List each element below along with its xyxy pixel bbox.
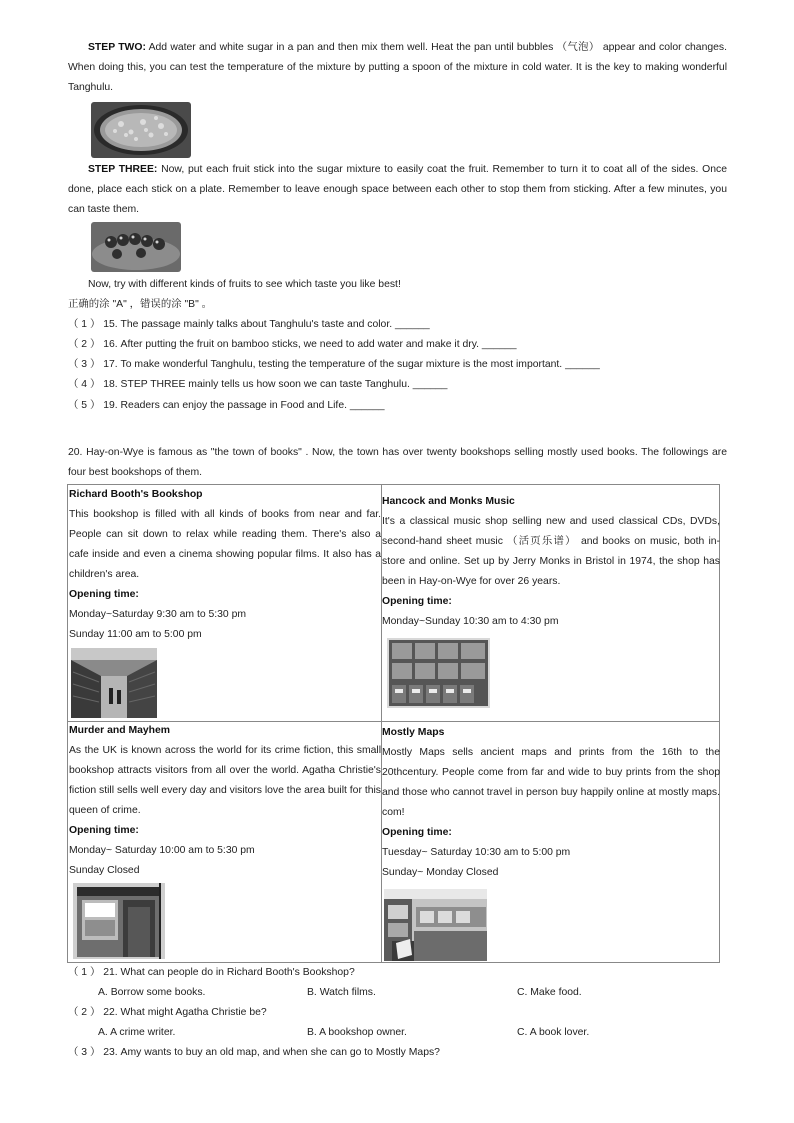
tf-question-19: （ 5 ） 19. Readers can enjoy the passage in Food and Life. ______: [68, 400, 385, 411]
richard-booth-photo: [71, 648, 157, 718]
hancock-monks-hours: Monday~Sunday 10:30 am to 4:30 pm: [382, 616, 559, 627]
step-three-paragraph: [68, 160, 727, 220]
cell-hancock-monks: [382, 492, 720, 632]
syrup-pan-photo: [91, 102, 191, 158]
cell-murder-mayhem: [69, 721, 381, 881]
mostly-maps-name: Mostly Maps: [382, 727, 445, 738]
richard-booth-desc: This bookshop is filled with all kinds of books from near and far. People can sit down to relax while reading them. There's also a cafe inside and even a cinema showing popular films. It also has a children's area.: [69, 509, 381, 580]
step-two-text: Add water and white sugar in a pan and then mix them well. Heat the pan until bubbles （气泡） appear and color changes. When doing this, you can test the temperature of the mixture by putting a spoon of the mixture in cold water. It is the key to making wonderful Tanghulu.: [68, 42, 727, 93]
mc-question-21: （ 1 ） 21. What can people do in Richard Booth's Bookshop?: [68, 967, 355, 978]
murder-mayhem-desc: As the UK is known across the world for its crime fiction, this small bookshop attracts visitors from all over the world. Agatha Christie's fiction still sells well every day and visitors love the area built for this queen of crime.: [69, 745, 381, 816]
tanghulu-sticks-photo: [91, 222, 181, 272]
murder-mayhem-hours-label: Opening time:: [69, 825, 139, 836]
tf-question-17: （ 3 ） 17. To make wonderful Tanghulu, testing the temperature of the sugar mixture is the most important. ______: [68, 359, 600, 370]
step-three-text: Now, put each fruit stick into the sugar mixture to easily coat the fruit. Remember to turn it to coat all of the sides. Once done, place each stick on a plate. Remember to leave enough space between each other to stop them from sticking. After a few minutes, you can taste them.: [68, 164, 727, 215]
hancock-monks-name: Hancock and Monks Music: [382, 496, 515, 507]
mostly-maps-hours-label: Opening time:: [382, 827, 452, 838]
instruction-line: 正确的涂 "A" ，错误的涂 "B" 。: [68, 299, 213, 310]
step-two-heading: STEP TWO:: [88, 42, 146, 53]
mc-question-23: （ 3 ） 23. Amy wants to buy an old map, and when she can go to Mostly Maps?: [68, 1047, 440, 1058]
q21-option-a: A. Borrow some books.: [98, 987, 206, 998]
bookshop-table: [67, 484, 720, 963]
richard-booth-hours-label: Opening time:: [69, 589, 139, 600]
murder-mayhem-photo: [73, 883, 165, 959]
murder-mayhem-name: Murder and Mayhem: [69, 725, 171, 736]
cell-mostly-maps: [382, 723, 720, 883]
richard-booth-hours-weekday: Monday~Saturday 9:30 am to 5:30 pm: [69, 609, 247, 620]
q21-option-b: B. Watch films.: [307, 987, 376, 998]
q22-option-c: C. A book lover.: [517, 1027, 590, 1038]
tf-question-16: （ 2 ） 16. After putting the fruit on bamboo sticks, we need to add water and make it dry. ______: [68, 339, 517, 350]
mostly-maps-photo: [384, 889, 487, 961]
richard-booth-name: Richard Booth's Bookshop: [69, 489, 203, 500]
q21-option-c: C. Make food.: [517, 987, 582, 998]
tf-question-15: （ 1 ） 15. The passage mainly talks about Tanghulu's taste and color. ______: [68, 319, 430, 330]
mostly-maps-hours-weekday: Tuesday~ Saturday 10:30 am to 5:00 pm: [382, 847, 571, 858]
q22-option-a: A. A crime writer.: [98, 1027, 176, 1038]
hancock-monks-desc: It's a classical music shop selling new and used classical CDs, DVDs, second-hand sheet music （活页乐谱） and books on music, both in-store and online. Set up by Jerry Monks in Bristol in 1974, the shop has been in Hay-on-Wye for over 26 years.: [382, 516, 720, 587]
step-two-paragraph: [68, 38, 727, 98]
tf-question-18: （ 4 ） 18. STEP THREE mainly tells us how soon we can taste Tanghulu. ______: [68, 379, 448, 390]
q22-option-b: B. A bookshop owner.: [307, 1027, 407, 1038]
mc-question-22: （ 2 ） 22. What might Agatha Christie be?: [68, 1007, 267, 1018]
hancock-monks-hours-label: Opening time:: [382, 596, 452, 607]
cell-richard-booth: [69, 485, 381, 645]
mostly-maps-hours-closed: Sunday~ Monday Closed: [382, 867, 499, 878]
step-three-heading: STEP THREE:: [88, 164, 158, 175]
murder-mayhem-hours-sunday: Sunday Closed: [69, 865, 140, 876]
closing-line: Now, try with different kinds of fruits to see which taste you like best!: [88, 279, 401, 290]
q20-intro: 20. Hay-on-Wye is famous as "the town of books" . Now, the town has over twenty bookshops selling mostly used books. The followings are four best bookshops of them.: [68, 447, 727, 478]
richard-booth-hours-sunday: Sunday 11:00 am to 5:00 pm: [69, 629, 202, 640]
murder-mayhem-hours-weekday: Monday~ Saturday 10:00 am to 5:30 pm: [69, 845, 255, 856]
mostly-maps-desc: Mostly Maps sells ancient maps and prints from the 16th to the 20thcentury. People come from far and wide to buy prints from the shop and those who cannot travel in person buy happily online at mostly maps. com!: [382, 747, 720, 818]
hancock-monks-photo: [387, 638, 490, 708]
